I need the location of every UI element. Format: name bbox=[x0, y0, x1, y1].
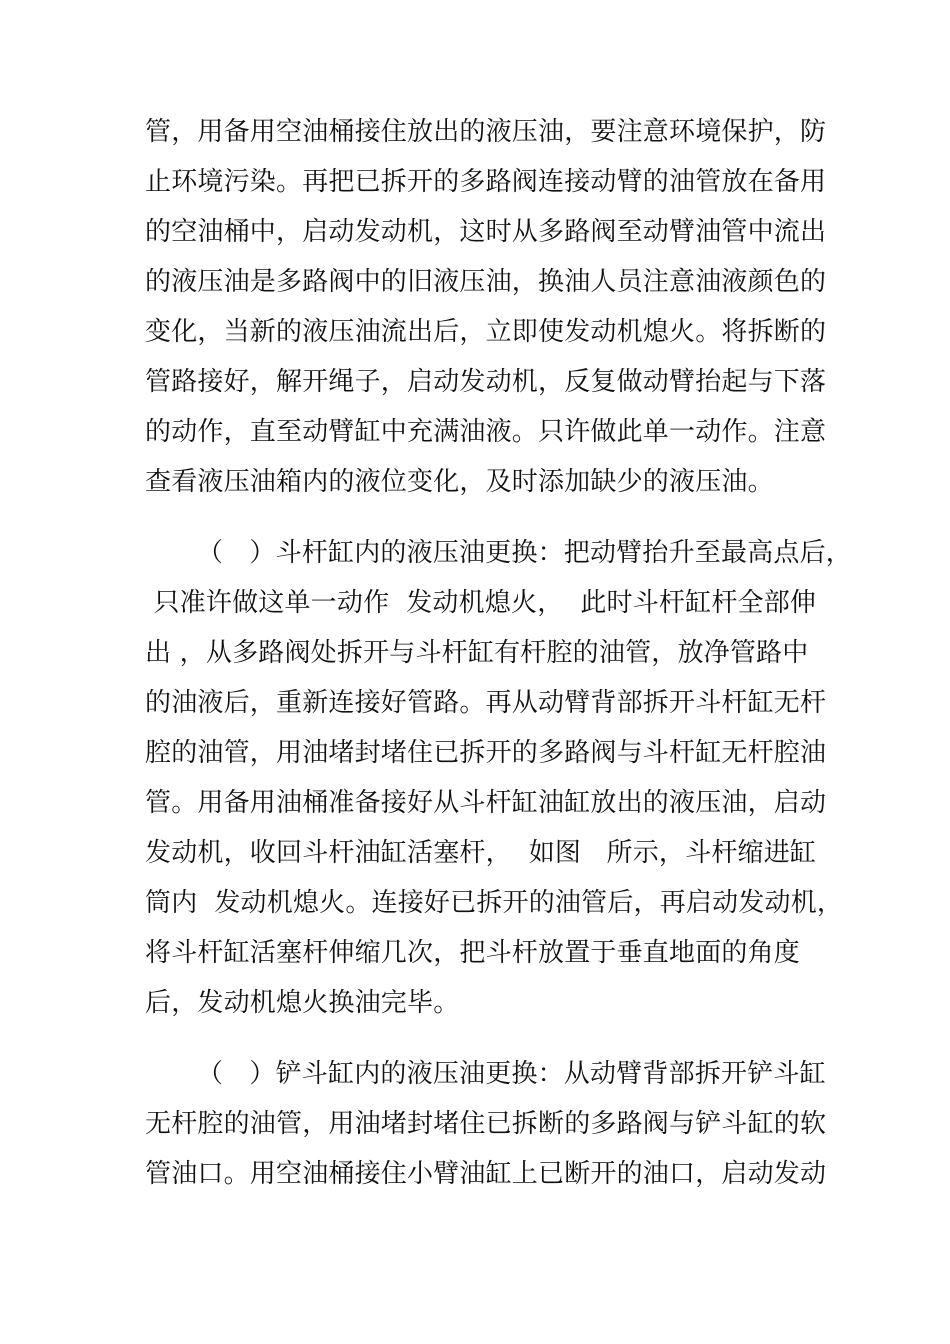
text-line: 腔的油管，用油堵封堵住已拆开的多路阀与斗杆缸无杆腔油 bbox=[145, 738, 827, 768]
text-line: 查看液压油箱内的液位变化，及时添加缺少的液压油。 bbox=[145, 467, 774, 497]
text-line: 的油液后，重新连接好管路。再从动臂背部拆开斗杆缸无杆 bbox=[145, 688, 827, 718]
text-line: 的液压油是多路阀中的旧液压油，换油人员注意油液颜色的 bbox=[145, 267, 827, 297]
text-line: 筒内 发动机熄火。连接好已拆开的油管后，再启动发动机， bbox=[145, 888, 844, 918]
text-line: 的动作，直至动臂缸中充满油液。只许做此单一动作。注意 bbox=[145, 417, 827, 447]
text-line: 管，用备用空油桶接住放出的液压油，要注意环境保护，防 bbox=[145, 117, 827, 147]
text-line: 止环境污染。再把已拆开的多路阀连接动臂的油管放在备用 bbox=[145, 167, 827, 197]
text-line: 将斗杆缸活塞杆伸缩几次，把斗杆放置于垂直地面的角度 bbox=[145, 938, 801, 968]
text-line: 管油口。用空油桶接住小臂油缸上已断开的油口，启动发动 bbox=[145, 1159, 827, 1189]
text-line: 发动机，收回斗杆油缸活塞杆， 如图 所示，斗杆缩进缸 bbox=[145, 838, 817, 868]
text-line: （ ）铲斗缸内的液压油更换：从动臂背部拆开铲斗缸 bbox=[197, 1059, 826, 1089]
text-line: 变化，当新的液压油流出后，立即使发动机熄火。将拆断的 bbox=[145, 317, 827, 347]
text-line: （ ）斗杆缸内的液压油更换：把动臂抬升至最高点后， bbox=[197, 538, 853, 568]
text-line: 管路接好，解开绳子，启动发动机，反复做动臂抬起与下落 bbox=[145, 367, 827, 397]
text-line: 无杆腔的油管，用油堵封堵住已拆断的多路阀与铲斗缸的软 bbox=[145, 1109, 827, 1139]
text-line: 管。用备用油桶准备接好从斗杆缸油缸放出的液压油，启动 bbox=[145, 788, 827, 818]
text-line: 的空油桶中，启动发动机，这时从多路阀至动臂油管中流出 bbox=[145, 217, 827, 247]
text-line: 后，发动机熄火换油完毕。 bbox=[145, 988, 460, 1018]
text-line: 只准许做这单一动作 发动机熄火， 此时斗杆缸杆全部伸 bbox=[145, 588, 817, 618]
text-line: 出 ，从多路阀处拆开与斗杆缸有杆腔的油管，放净管路中 bbox=[145, 638, 809, 668]
